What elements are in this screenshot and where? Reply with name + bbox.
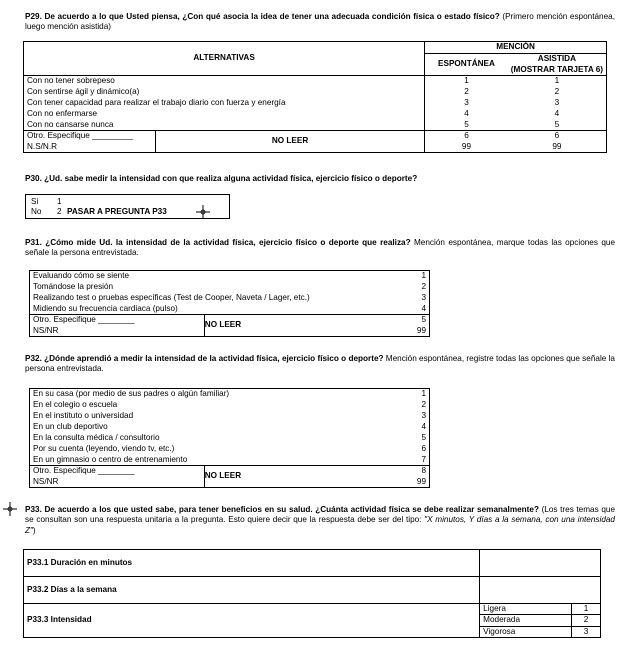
- p31-option-code: 3: [374, 293, 430, 304]
- p30-no-code: 2: [57, 207, 62, 216]
- p33-intensity-option-label: Vigorosa: [480, 626, 572, 637]
- p30-question-text: P30. ¿Ud. sabe medir la intensidad con que realiza alguna actividad física, ejercicio físico o deporte?: [25, 174, 418, 183]
- p29-table: [23, 41, 607, 153]
- p33-intensidad-label: P33.3 Intensidad: [24, 604, 480, 638]
- p29-option-code-esp: 2: [425, 87, 508, 98]
- p33-intensity-option-code[interactable]: 3: [572, 626, 601, 637]
- p29-question-text: De acuerdo a lo que Usted piensa, ¿Con qué asocia la idea de tener una adecuada condición física o estado físico?: [44, 12, 500, 21]
- p31-option-label: Realizando test o pruebas específicas (Test de Cooper, Naveta / Lager, etc.): [30, 293, 374, 304]
- p32-option-code: 2: [374, 400, 430, 411]
- p32-instruction: Mención espontánea, registre todas las opciones que señale la persona entrevistada.: [25, 354, 615, 374]
- p29-question: [25, 12, 615, 33]
- p33-close: ): [32, 525, 36, 535]
- p32-option-label: En la consulta médica / consultorio: [30, 433, 374, 444]
- p29-option-code-asi: 2: [508, 87, 607, 98]
- p32-option-label: En el colegio o escuela: [30, 400, 374, 411]
- crosshair-icon: [3, 502, 17, 516]
- p33-intensity-option-label: Ligera: [480, 604, 572, 615]
- p32-no-leer: NO LEER: [204, 466, 373, 488]
- p31-question: [25, 238, 615, 259]
- p31-option-code: 1: [374, 271, 430, 282]
- p31-option-code: 2: [374, 282, 430, 293]
- p29-option-label: Con no cansarse nunca: [24, 120, 425, 131]
- p29-option-code-asi: 5: [508, 120, 607, 131]
- p29-header-alternativas: ALTERNATIVAS: [24, 42, 425, 76]
- p29-other-label: Otro. Especifique _________: [24, 131, 156, 142]
- p31-nsnr-label: NS/NR: [30, 326, 205, 337]
- p29-option-label: Con no tener sobrepeso: [24, 76, 425, 87]
- p31-question-text: P31. ¿Cómo mide Ud. la intensidad de la actividad física, ejercicio físico o deporte que realiza?: [25, 238, 411, 247]
- p31-no-leer: NO LEER: [204, 315, 374, 337]
- p29-number: P29.: [25, 12, 42, 21]
- p30-skip-instruction: PASAR A PREGUNTA P33: [67, 207, 167, 216]
- p31-option-label: Evaluando cómo se siente: [30, 271, 374, 282]
- crosshair-icon: [196, 205, 210, 219]
- p33-intensity-option-code[interactable]: 1: [572, 604, 601, 615]
- p29-instruction: (Primero mención espontánea, luego mención asistida): [25, 12, 615, 32]
- p29-option-code-esp: 5: [425, 120, 508, 131]
- p33-dias-label: P33.2 Días a la semana: [24, 577, 480, 604]
- p32-option-label: En su casa (por medio de sus padres o algún familiar): [30, 389, 374, 400]
- p32-question-text: P32. ¿Dónde aprendió a medir la intensidad de la actividad física, ejercicio físico o deporte?: [25, 354, 384, 363]
- p33-table: [23, 549, 601, 638]
- p32-option-code: 5: [374, 433, 430, 444]
- p31-nsnr-code: 99: [374, 326, 430, 337]
- p29-nsnr-code-asi: 99: [508, 142, 607, 153]
- p32-other-code: 8: [374, 466, 430, 477]
- p32-option-code: 7: [374, 455, 430, 466]
- p29-option-code-asi: 1: [508, 76, 607, 87]
- p31-option-code: 4: [374, 304, 430, 315]
- p33-question: [25, 505, 615, 536]
- p32-option-label: En un gimnasio o centro de entrenamiento: [30, 455, 374, 466]
- p32-option-code: 1: [374, 389, 430, 400]
- p32-option-code: 6: [374, 444, 430, 455]
- p33-dias-answer[interactable]: [480, 577, 601, 604]
- p30-si-code: 1: [57, 197, 62, 206]
- p29-header-asistida: ASISTIDA: [508, 54, 607, 65]
- p33-question-text: P33. De acuerdo a los que usted sabe, para tener beneficios en su salud. ¿Cuánta actividad física se debe realizar semanalmente?: [25, 505, 539, 514]
- p33-duracion-label: P33.1 Duración en minutos: [24, 550, 480, 577]
- p32-other-label: Otro. Especifique ________: [30, 466, 205, 477]
- p33-example: "X minutos, Y días a la semana, con una intensidad Z": [25, 515, 615, 535]
- p31-option-label: Tomándose la presión: [30, 282, 374, 293]
- p29-option-code-asi: 3: [508, 98, 607, 109]
- p29-other-code-esp: 6: [425, 131, 508, 142]
- p32-nsnr-code: 99: [374, 477, 430, 488]
- p31-other-label: Otro. Especifique ________: [30, 315, 205, 326]
- p29-header-espontanea: ESPONTÁNEA: [425, 54, 508, 76]
- p31-option-label: Midiendo su frecuencia cardiaca (pulso): [30, 304, 374, 315]
- p29-option-label: Con sentirse ágil y dinámico(a): [24, 87, 425, 98]
- p31-instruction: Mención espontánea, marque todas las opciones que señale la persona entrevistada.: [25, 238, 615, 258]
- p30-no-label: No: [31, 207, 42, 216]
- p29-option-code-asi: 4: [508, 109, 607, 120]
- p32-option-label: Por su cuenta (leyendo, viendo tv, etc.): [30, 444, 374, 455]
- p32-option-code: 3: [374, 411, 430, 422]
- p29-other-code-asi: 6: [508, 131, 607, 142]
- p29-no-leer: NO LEER: [156, 131, 425, 153]
- p29-option-code-esp: 3: [425, 98, 508, 109]
- p33-duracion-answer[interactable]: [480, 550, 601, 577]
- p29-header-mencion: MENCIÓN: [425, 42, 607, 54]
- p32-option-code: 4: [374, 422, 430, 433]
- p29-option-label: Con tener capacidad para realizar el trabajo diario con fuerza y energía: [24, 98, 425, 109]
- p33-instruction: (Los tres temas que se consultan son una respuesta unitaria a la pregunta. Esto quiere decir que la respuesta debe ser del tipo:: [25, 505, 615, 525]
- p32-option-label: En un club deportivo: [30, 422, 374, 433]
- p33-intensity-option-code[interactable]: 2: [572, 615, 601, 626]
- p31-table: [29, 270, 430, 337]
- p29-option-code-esp: 1: [425, 76, 508, 87]
- p32-option-label: En el instituto o universidad: [30, 411, 374, 422]
- p32-question: [25, 354, 615, 375]
- p29-nsnr-label: N.S/N.R: [24, 142, 156, 153]
- p33-intensity-option-label: Moderada: [480, 615, 572, 626]
- p29-option-code-esp: 4: [425, 109, 508, 120]
- p29-option-label: Con no enfermarse: [24, 109, 425, 120]
- p32-table: [29, 388, 430, 488]
- p29-nsnr-code-esp: 99: [425, 142, 508, 153]
- p32-nsnr-label: NS/NR: [30, 477, 205, 488]
- p30-si-label: Si: [31, 197, 39, 206]
- p31-other-code: 5: [374, 315, 430, 326]
- p29-header-asistida-sub: (MOSTRAR TARJETA 6): [508, 65, 607, 76]
